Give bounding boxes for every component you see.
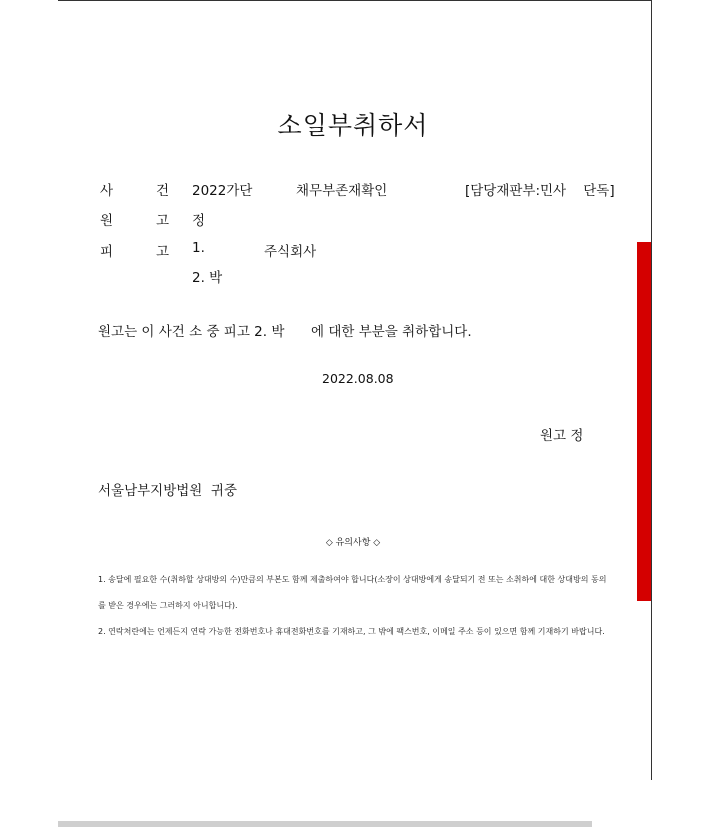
plaintiff-label-1: 원 xyxy=(100,213,114,229)
document-title: 소일부취하서 xyxy=(277,111,429,140)
page-top-border xyxy=(58,0,652,1)
horizontal-scrollbar[interactable] xyxy=(58,821,592,827)
case-label-1: 사 xyxy=(100,183,114,199)
case-division: [담당재판부:민사 단독] xyxy=(465,183,615,199)
plaintiff-name: 정 xyxy=(192,213,206,229)
defendant-1-name: 주식회사 xyxy=(264,244,317,260)
defendant-2: 2. 박 xyxy=(192,270,223,286)
body-sentence-part1: 원고는 이 사건 소 중 피고 2. 박 xyxy=(98,324,285,340)
notice-title: ◇ 유의사항 ◇ xyxy=(325,538,381,548)
body-sentence-part2: 에 대한 부분을 취하합니다. xyxy=(311,324,472,340)
case-name: 채무부존재확인 xyxy=(296,183,388,199)
defendant-label-2: 고 xyxy=(156,244,170,260)
notice-item-2: 2. 연락처란에는 언제든지 연락 가능한 전화번호나 휴대전화번호를 기재하고, 그 밖에 팩스번호, 이메일 주소 등이 있으면 함께 기재하기 바랍니다. xyxy=(98,627,605,636)
case-number: 2022가단 xyxy=(192,183,253,199)
court-name: 서울남부지방법원 귀중 xyxy=(98,483,237,499)
defendant-label-1: 피 xyxy=(100,244,114,260)
notice-item-1: 1. 송달에 필요한 수(취하할 상대방의 수)만큼의 부본도 함께 제출하여야 합니다(소장이 상대방에게 송달되기 전 또는 소취하에 대한 상대방의 동의를 받은 경우에는 그러하지 아니합니다). xyxy=(98,575,607,610)
document-date: 2022.08.08 xyxy=(322,371,394,386)
signer: 원고 정 xyxy=(540,428,584,444)
plaintiff-label-2: 고 xyxy=(156,213,170,229)
case-label-2: 건 xyxy=(156,183,170,199)
defendant-1-number: 1. xyxy=(192,240,205,256)
